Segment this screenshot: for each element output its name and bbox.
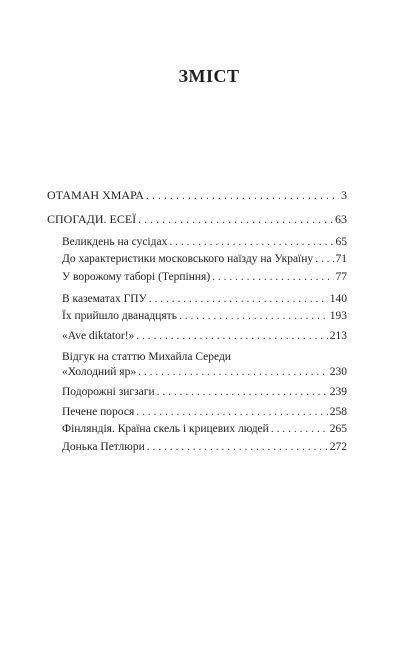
- toc-entry[interactable]: [62, 329, 347, 344]
- toc-entry-title: До характеристики московського наїзду на Україну: [62, 253, 314, 265]
- dot-leader: [169, 235, 333, 250]
- toc-entry-page: 272: [329, 441, 347, 453]
- dot-leader: [136, 329, 327, 344]
- toc-entry[interactable]: [62, 422, 347, 437]
- toc-entry-title: Печене порося: [62, 406, 135, 418]
- dot-leader: [136, 405, 328, 420]
- toc-entry[interactable]: [62, 292, 347, 307]
- dot-leader: [271, 422, 328, 437]
- toc-entry-title: У ворожому таборі (Терпіння): [62, 271, 211, 283]
- dot-leader: [147, 440, 328, 455]
- dot-leader: [212, 270, 333, 285]
- toc-entry[interactable]: [47, 188, 347, 203]
- toc-entry-page: 140: [329, 293, 347, 305]
- toc-entry-title: Подорожні зигзаги: [62, 386, 155, 398]
- toc-entry-page: 265: [329, 423, 347, 435]
- toc-entry-page: 63: [335, 212, 347, 226]
- dot-leader: [149, 292, 328, 307]
- dot-leader: [157, 385, 328, 400]
- toc-entry-title: Донька Петлюри: [62, 441, 145, 453]
- toc-entry[interactable]: [62, 309, 347, 324]
- toc-entry[interactable]: [62, 405, 347, 420]
- toc-entry-page: 213: [329, 330, 347, 342]
- dot-leader: [138, 365, 328, 380]
- dot-leader: [146, 188, 339, 203]
- toc-entry-title: СПОГАДИ. ЕСЕЇ: [47, 212, 137, 226]
- dot-leader: [138, 212, 333, 227]
- toc-entry-page: 239: [329, 386, 347, 398]
- toc-entry-title: Великдень на сусідах: [62, 236, 168, 248]
- dot-leader: [315, 252, 333, 267]
- toc-entry-page: 77: [335, 271, 347, 283]
- toc-entry-title-line2: «Холодний яр»: [62, 366, 137, 378]
- toc-entry-page: 3: [341, 188, 347, 202]
- toc-entry[interactable]: [47, 212, 347, 227]
- toc-entry-title: Фінляндія. Країна скель і крицевих людей: [62, 423, 269, 435]
- page-title: ЗМІСТ: [178, 66, 240, 86]
- toc-entry-title: Їх прийшло дванадцять: [62, 310, 177, 322]
- toc-entry[interactable]: [62, 350, 347, 380]
- toc-entry-title: В казематах ГПУ: [62, 293, 147, 305]
- dot-leader: [179, 309, 328, 324]
- toc-entry-title: «Ave diktator!»: [62, 330, 135, 342]
- toc-entry-page: 230: [329, 366, 347, 378]
- toc-entry-page: 258: [329, 406, 347, 418]
- toc-entry[interactable]: [62, 270, 347, 285]
- toc-entry-title-line1: Відгук на статтю Михайла Середи: [62, 351, 231, 363]
- toc-entry-page: 65: [335, 236, 347, 248]
- toc-entry[interactable]: [62, 235, 347, 250]
- toc-entry[interactable]: [62, 252, 347, 267]
- toc-entry[interactable]: [62, 385, 347, 400]
- toc-entry-page: 71: [335, 253, 347, 265]
- toc-entry-page: 193: [329, 310, 347, 322]
- toc-entry[interactable]: [62, 440, 347, 455]
- toc-entry-title: ОТАМАН ХМАРА: [47, 188, 144, 202]
